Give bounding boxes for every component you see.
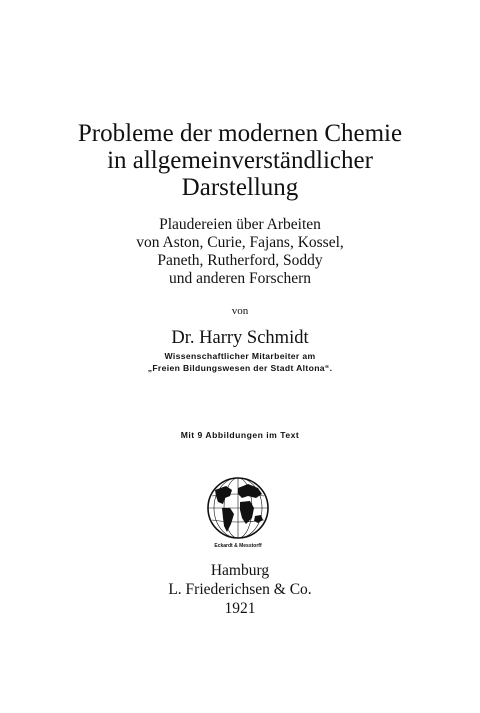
author-name: Dr. Harry Schmidt — [171, 328, 309, 348]
title-line-2: in allgemeinverständlicher — [107, 147, 373, 174]
subtitle-line-2: von Aston, Curie, Fajans, Kossel, — [136, 234, 344, 251]
imprint-publisher: L. Friederichsen & Co. — [168, 581, 312, 598]
byline: von — [231, 305, 249, 317]
subtitle-line-3: Paneth, Rutherford, Soddy — [157, 252, 323, 269]
subtitle-line-1: Plaudereien über Arbeiten — [159, 216, 321, 233]
imprint-year: 1921 — [224, 600, 256, 617]
author-affiliation-line-2: „Freien Bildungswesen der Stadt Altona“. — [147, 363, 333, 373]
publisher-logo — [200, 474, 276, 550]
title-line-3: Darstellung — [181, 174, 299, 201]
illustrations-note: Mit 9 Abbildungen im Text — [180, 430, 300, 440]
imprint-city: Hamburg — [210, 562, 270, 579]
globe-icon — [208, 478, 268, 538]
title-line-1: Probleme der modernen Chemie — [77, 120, 403, 147]
publisher-logo-text: Eckardt & Messtorff — [214, 543, 262, 549]
author-affiliation-line-1: Wissenschaftlicher Mitarbeiter am — [164, 351, 316, 361]
subtitle-line-4: und anderen Forschern — [168, 270, 312, 287]
